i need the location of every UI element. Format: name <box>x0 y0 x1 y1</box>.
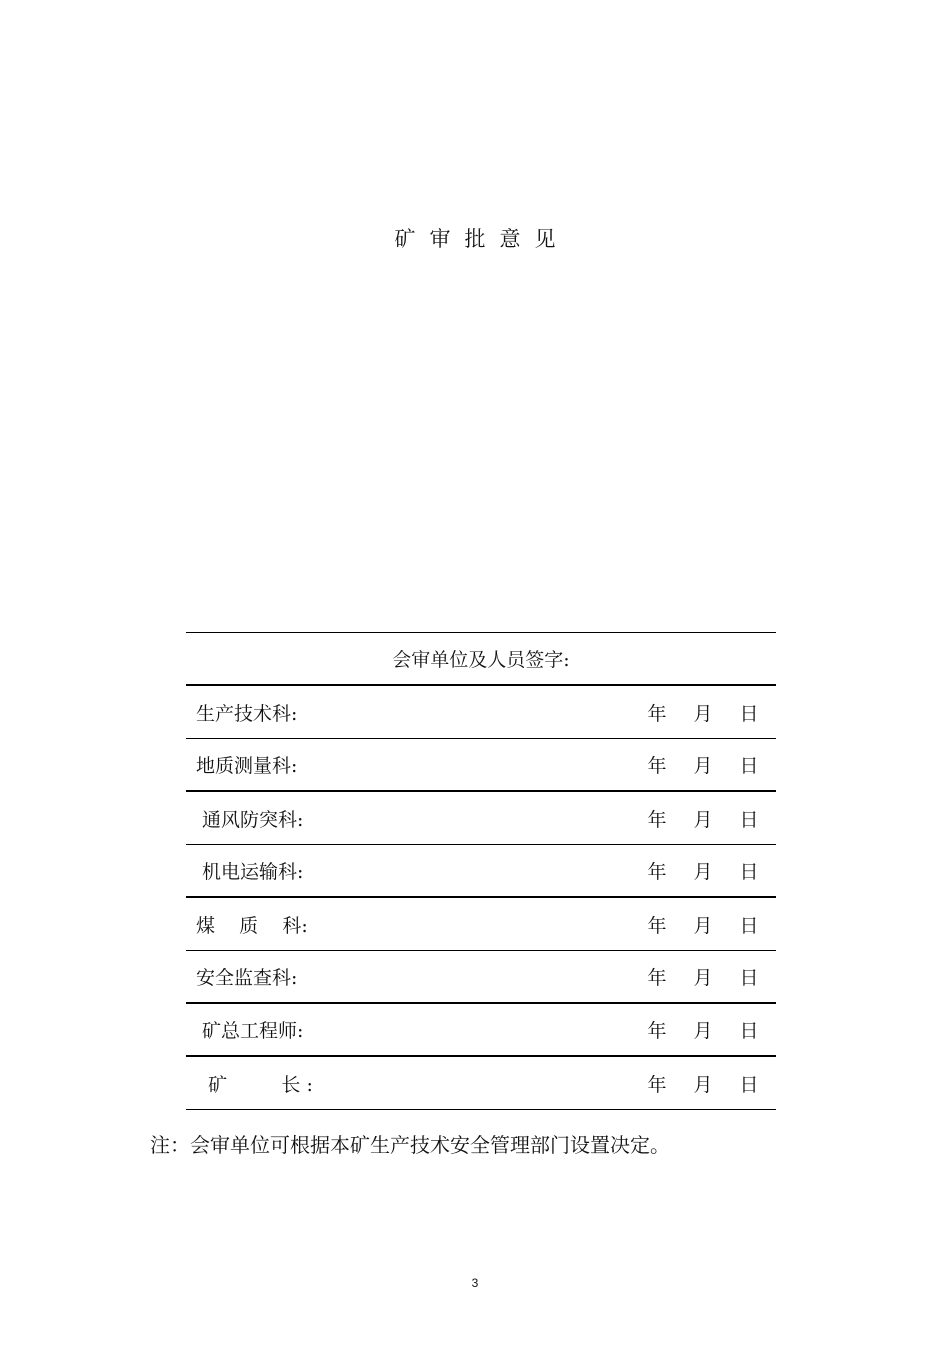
department-label: 生产技术科: <box>196 702 298 725</box>
table-header: 会审单位及人员签字: <box>186 632 776 686</box>
year-label: 年 <box>647 967 667 989</box>
day-label: 日 <box>739 1020 759 1042</box>
day-label: 日 <box>739 755 759 777</box>
date-fields <box>634 857 772 884</box>
table-row <box>186 845 776 898</box>
department-label: 通风防突科: <box>196 808 304 831</box>
table-row <box>186 792 776 845</box>
month-label: 月 <box>693 967 713 989</box>
month-label: 月 <box>693 1073 713 1096</box>
day-label: 日 <box>739 808 759 831</box>
page-title: 矿审批意见 <box>394 227 570 251</box>
day-label: 日 <box>739 1073 759 1096</box>
department-label: 地质测量科: <box>196 755 298 777</box>
signature-table <box>186 632 776 1110</box>
day-label: 日 <box>739 702 759 725</box>
year-label: 年 <box>647 861 667 883</box>
month-label: 月 <box>693 808 713 831</box>
date-fields <box>634 751 772 778</box>
day-label: 日 <box>739 914 759 937</box>
year-label: 年 <box>647 1073 667 1096</box>
table-row <box>186 951 776 1004</box>
year-label: 年 <box>647 914 667 937</box>
table-row <box>186 1004 776 1057</box>
month-label: 月 <box>693 702 713 725</box>
department-label: 机电运输科: <box>196 861 304 883</box>
department-label: 煤 质 科: <box>196 914 308 937</box>
page-number: 3 <box>471 1276 479 1290</box>
month-label: 月 <box>693 861 713 883</box>
year-label: 年 <box>647 755 667 777</box>
table-row <box>186 898 776 951</box>
table-row <box>186 739 776 792</box>
year-label: 年 <box>647 702 667 725</box>
department-label: 安全监查科: <box>196 967 298 989</box>
date-fields <box>634 1070 772 1097</box>
date-fields <box>634 699 772 726</box>
date-fields <box>634 963 772 990</box>
day-label: 日 <box>739 861 759 883</box>
table-row <box>186 686 776 739</box>
year-label: 年 <box>647 808 667 831</box>
month-label: 月 <box>693 1020 713 1042</box>
date-fields <box>634 911 772 938</box>
month-label: 月 <box>693 914 713 937</box>
day-label: 日 <box>739 967 759 989</box>
department-label: 矿 长 : <box>196 1073 313 1096</box>
date-fields <box>634 805 772 832</box>
date-fields <box>634 1016 772 1043</box>
month-label: 月 <box>693 755 713 777</box>
year-label: 年 <box>647 1020 667 1042</box>
table-row <box>186 1057 776 1110</box>
footnote: 注：会审单位可根据本矿生产技术安全管理部门设置决定。 <box>150 1133 670 1157</box>
department-label: 矿总工程师: <box>196 1020 304 1042</box>
